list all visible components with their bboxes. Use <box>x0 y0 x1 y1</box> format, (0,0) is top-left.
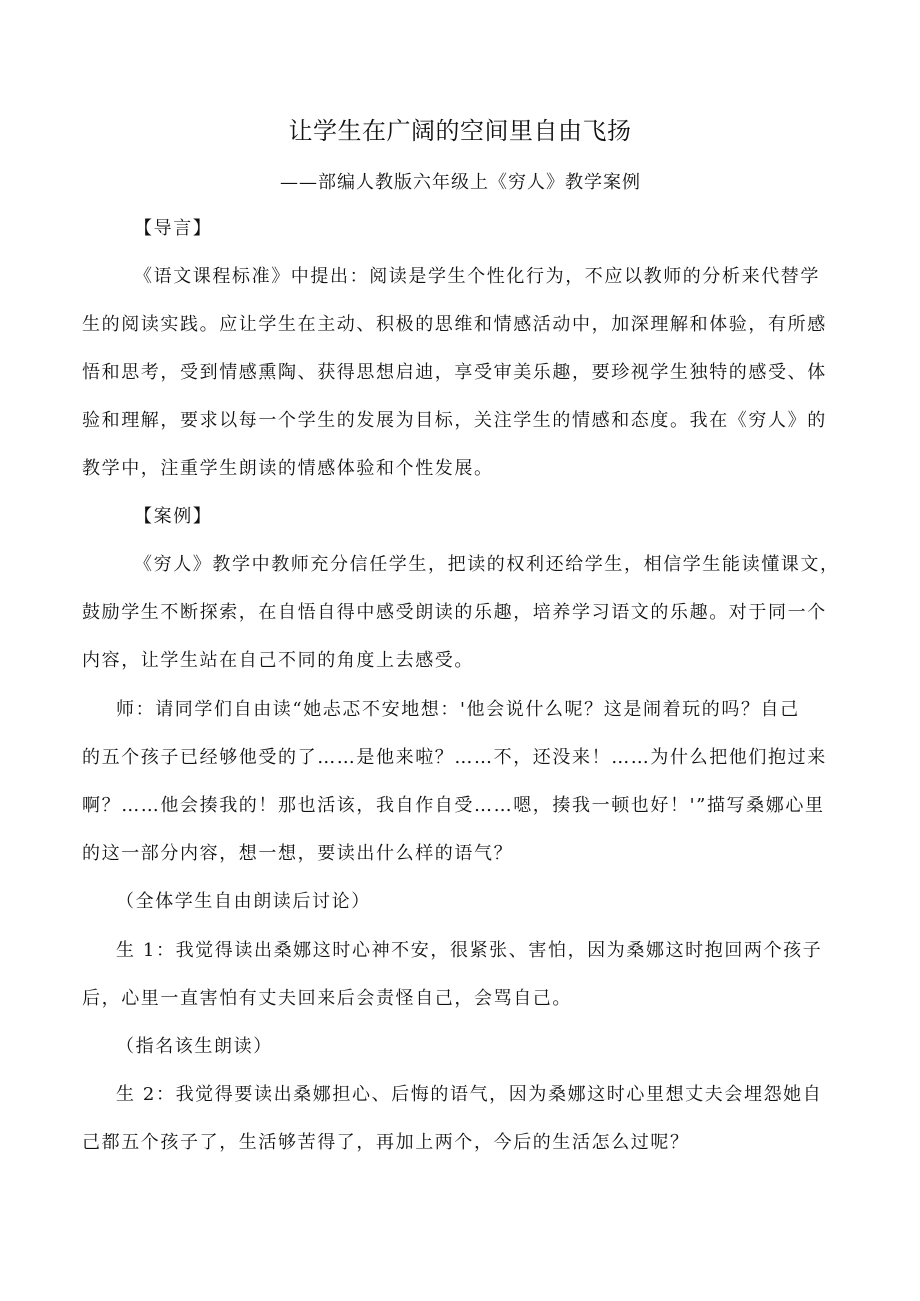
paragraph-line: 鼓励学生不断探索，在自悟自得中感受朗读的乐趣，培养学习语文的乐趣。对于同一个 <box>82 602 827 623</box>
paragraph-line: 生 1：我觉得读出桑娜这时心神不安，很紧张、害怕，因为桑娜这时抱回两个孩子 <box>116 940 823 961</box>
paragraph-line: 悟和思考，受到情感熏陶、获得思想启迪，享受审美乐趣，要珍视学生独特的感受、体 <box>82 362 827 383</box>
paragraph-line: 验和理解，要求以每一个学生的发展为目标，关注学生的情感和态度。我在《穷人》的 <box>82 410 827 431</box>
paragraph-line: 啊？……他会揍我的！那也活该，我自作自受……嗯，揍我一顿也好！'”描写桑娜心里 <box>82 795 825 816</box>
paragraph-line: 教学中，注重学生朗读的情感体验和个性发展。 <box>82 458 494 479</box>
document-subtitle: ——部编人教版六年级上《穷人》教学案例 <box>280 172 641 193</box>
section-heading-case: 【案例】 <box>134 506 213 527</box>
paragraph-line: 的五个孩子已经够他受的了……是他来啦？……不，还没来！……为什么把他们抱过来 <box>82 747 827 768</box>
paragraph-line: 的这一部分内容，想一想，要读出什么样的语气？ <box>82 843 514 864</box>
paragraph-line: 《穷人》教学中教师充分信任学生，把读的权利还给学生，相信学生能读懂课文， <box>134 554 840 575</box>
paragraph-line: 己都五个孩子了，生活够苦得了，再加上两个，今后的生活怎么过呢？ <box>82 1132 690 1153</box>
stage-note: （全体学生自由朗读后讨论） <box>116 891 371 912</box>
document-title: 让学生在广阔的空间里自由飞扬 <box>288 117 632 145</box>
paragraph-line: 内容，让学生站在自己不同的角度上去感受。 <box>82 650 474 671</box>
paragraph-line: 师：请同学们自由读“她忐忑不安地想：'他会说什么呢？这是闹着玩的吗？自己 <box>116 699 800 720</box>
paragraph-line: 后，心里一直害怕有丈夫回来后会责怪自己，会骂自己。 <box>82 988 572 1009</box>
stage-note: （指名该生朗读） <box>116 1036 273 1057</box>
paragraph-line: 生 2：我觉得要读出桑娜担心、后悔的语气，因为桑娜这时心里想丈夫会埋怨她自 <box>116 1084 823 1105</box>
paragraph-line: 《语文课程标准》中提出：阅读是学生个性化行为，不应以教师的分析来代替学 <box>134 266 820 287</box>
section-heading-intro: 【导言】 <box>134 218 213 239</box>
paragraph-line: 生的阅读实践。应让学生在主动、积极的思维和情感活动中，加深理解和体验，有所感 <box>82 314 827 335</box>
